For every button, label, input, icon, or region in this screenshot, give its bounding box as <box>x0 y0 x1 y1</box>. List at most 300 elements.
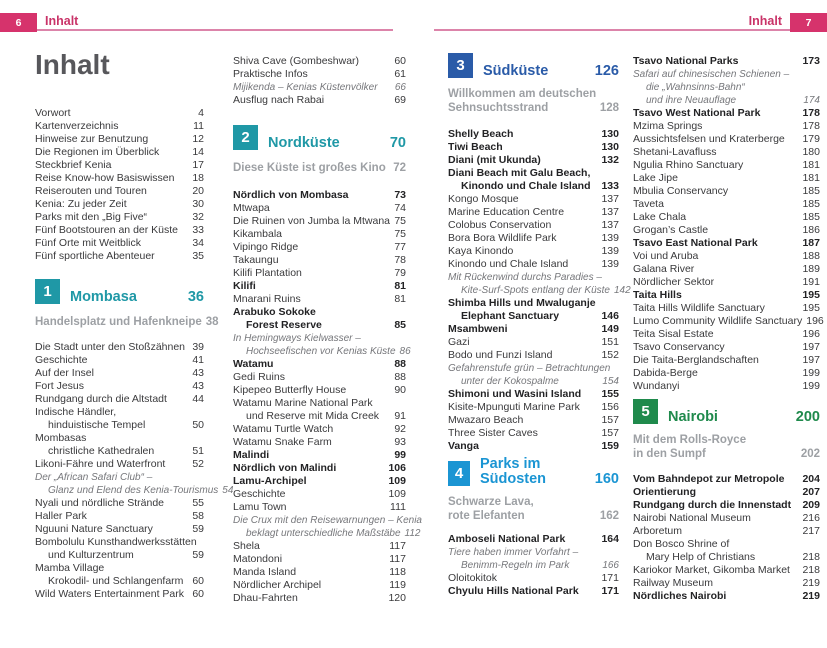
toc-entry-title: Fünf Bootstouren an der Küste <box>35 224 179 236</box>
section-title: Parks im Südosten <box>479 456 547 487</box>
toc-entry-title: Vanga <box>448 440 479 452</box>
toc-entry <box>448 193 619 206</box>
toc-entry-page-number: 119 <box>389 579 406 591</box>
toc-entry-page-number: 32 <box>192 211 204 223</box>
toc-entry-page-number: 196 <box>802 328 820 340</box>
toc-entry-title: Takaungu <box>233 254 279 266</box>
section-page-number: 126 <box>594 62 619 79</box>
toc-entry-page-number: 99 <box>394 449 406 461</box>
toc-entry <box>448 245 619 258</box>
toc-entry-title: Hinweise zur Benutzung <box>35 133 149 145</box>
toc-entry-page-number: 139 <box>601 258 619 270</box>
spacer <box>448 79 619 87</box>
toc-entry <box>233 332 406 345</box>
toc-entry-title: Taveta <box>633 198 664 210</box>
spacer <box>35 263 204 279</box>
toc-entry-title: Shela <box>233 540 260 552</box>
toc-entry-title: Chyulu Hills National Park <box>448 585 579 597</box>
toc-entry <box>233 293 406 306</box>
toc-entry-title: Shiva Cave (Gombeshwar) <box>233 55 360 67</box>
toc-entry-page-number: 86 <box>399 346 411 357</box>
toc-entry-page-number: 60 <box>192 575 204 587</box>
toc-entry <box>633 211 820 224</box>
toc-entry-title: Praktische Infos <box>233 68 308 80</box>
toc-entry <box>233 462 406 475</box>
toc-entry-title: Arboretum <box>633 525 683 537</box>
toc-entry-title: Grogan’s Castle <box>633 224 709 236</box>
toc-entry <box>35 536 204 549</box>
toc-entry <box>35 107 204 120</box>
toc-entry <box>233 566 406 579</box>
toc-entry <box>35 471 204 484</box>
toc-column-right-page-1 <box>448 53 631 598</box>
toc-entry <box>233 384 406 397</box>
toc-entry-page-number: 133 <box>601 180 619 192</box>
toc-entry-title: und Kulturzentrum <box>48 549 134 561</box>
toc-entry-page-number: 218 <box>802 564 820 576</box>
toc-entry-title: Nairobi National Museum <box>633 512 751 524</box>
toc-entry-title: Der „African Safari Club“ – <box>35 472 153 483</box>
toc-entry-title: Bora Bora Wildlife Park <box>448 232 557 244</box>
toc-entry <box>233 306 406 319</box>
toc-entry-page-number: 142 <box>613 285 631 296</box>
toc-entry-page-number: 58 <box>192 510 204 522</box>
toc-entry <box>448 533 619 546</box>
toc-entry-title: In Hemingways Kielwasser – <box>233 333 361 344</box>
spacer <box>233 107 406 125</box>
toc-entry-title: Lamu-Archipel <box>233 475 307 487</box>
toc-entry-page-number: 120 <box>388 592 406 604</box>
toc-entry-title: Watamu Marine National Park <box>233 397 373 409</box>
toc-entry-page-number: 178 <box>802 120 820 132</box>
toc-entry-page-number: 171 <box>601 572 619 584</box>
toc-entry-title: Tsavo National Parks <box>633 55 739 67</box>
toc-entry-page-number: 199 <box>802 380 820 392</box>
toc-entry-page-number: 78 <box>394 254 406 266</box>
toc-entry-title: Mwazaro Beach <box>448 414 524 426</box>
toc-entry-page-number: 93 <box>394 436 406 448</box>
toc-entry <box>448 336 619 349</box>
toc-entry <box>633 146 820 159</box>
toc-entry <box>633 81 820 94</box>
section-title: Mombasa <box>70 288 137 305</box>
toc-entry-title: Nördlicher Sektor <box>633 276 715 288</box>
toc-entry <box>233 241 406 254</box>
toc-entry <box>35 159 204 172</box>
toc-entry <box>633 499 820 512</box>
toc-entry-page-number: 4 <box>198 107 204 119</box>
toc-entry <box>233 488 406 501</box>
toc-entry-page-number: 217 <box>802 525 820 537</box>
toc-entry-title: Wild Waters Entertainment Park <box>35 588 184 600</box>
toc-entry <box>35 497 204 510</box>
toc-column-left-page-2 <box>233 55 422 605</box>
subtitle-line <box>448 101 619 115</box>
toc-entry <box>633 133 820 146</box>
toc-entry-title: Dhau-Fahrten <box>233 592 298 604</box>
toc-entry <box>448 323 619 336</box>
toc-entry <box>448 388 619 401</box>
subtitle-text: Schwarze Lava, <box>448 496 534 508</box>
toc-entry-page-number: 38 <box>205 316 219 328</box>
toc-entry-page-number: 69 <box>394 94 406 106</box>
toc-entry <box>233 540 406 553</box>
toc-entry-page-number: 156 <box>601 401 619 413</box>
spacer <box>35 305 204 315</box>
toc-entry <box>233 371 406 384</box>
section-number-badge: 4 <box>448 461 470 486</box>
toc-entry-title: Voi und Aruba <box>633 250 699 262</box>
section-header <box>633 399 820 425</box>
toc-entry <box>35 549 204 562</box>
toc-entry-page-number: 60 <box>394 55 406 67</box>
toc-entry-title: Lake Chala <box>633 211 687 223</box>
toc-entry-page-number: 171 <box>601 585 619 597</box>
toc-entry-page-number: 18 <box>192 172 204 184</box>
toc-entry-title: Taita Hills Wildlife Sanctuary <box>633 302 765 314</box>
toc-entry-title: Indische Händler, <box>35 406 117 418</box>
toc-entry-title: Geschichte <box>35 354 88 366</box>
spacer <box>633 425 820 433</box>
toc-entry <box>233 81 406 94</box>
toc-entry <box>633 367 820 380</box>
toc-entry-page-number: 81 <box>394 293 406 305</box>
section-header <box>448 53 619 79</box>
toc-entry <box>233 475 406 488</box>
toc-entry <box>233 358 406 371</box>
toc-entry-title: Nördliches Nairobi <box>633 590 727 602</box>
toc-entry <box>633 159 820 172</box>
toc-entry-title: Rundgang durch die Altstadt <box>35 393 167 405</box>
toc-entry-page-number: 66 <box>394 82 406 93</box>
section-number-badge: 2 <box>233 125 258 150</box>
toc-entry <box>448 559 619 572</box>
toc-entry-page-number: 185 <box>802 198 820 210</box>
toc-entry <box>233 579 406 592</box>
toc-entry-title: Matondoni <box>233 553 283 565</box>
toc-entry-title: Ausflug nach Rabai <box>233 94 325 106</box>
toc-entry-title: Hochseefischen vor Kenias Küste <box>246 346 396 357</box>
section-title: Nairobi <box>668 408 718 425</box>
toc-entry-page-number: 181 <box>802 172 820 184</box>
toc-entry-title: Dabida-Berge <box>633 367 698 379</box>
toc-entry <box>633 328 820 341</box>
toc-entry <box>633 263 820 276</box>
toc-entry-page-number: 181 <box>802 159 820 171</box>
header-rule-left <box>37 29 393 31</box>
section-header <box>233 125 406 151</box>
toc-entry <box>233 228 406 241</box>
toc-entry <box>233 501 406 514</box>
toc-entry-page-number: 174 <box>803 95 820 106</box>
subtitle-text: Mit dem Rolls-Royce <box>633 434 747 446</box>
subtitle-line <box>448 509 619 523</box>
toc-entry <box>35 185 204 198</box>
toc-entry <box>633 120 820 133</box>
toc-entry-title: Reise Know-how Basiswissen <box>35 172 175 184</box>
toc-entry-title: Malindi <box>233 449 270 461</box>
toc-entry-title: und Reserve mit Mida Creek <box>246 410 380 422</box>
toc-entry <box>35 172 204 185</box>
toc-entry <box>448 206 619 219</box>
toc-entry <box>633 525 820 538</box>
toc-entry <box>633 276 820 289</box>
toc-entry-page-number: 159 <box>601 440 619 452</box>
toc-entry-title: Geschichte <box>233 488 286 500</box>
toc-entry-page-number: 146 <box>601 310 619 322</box>
subtitle-text: Sehnsuchtsstrand <box>448 102 549 114</box>
toc-entry <box>233 449 406 462</box>
toc-entry <box>633 107 820 120</box>
toc-entry-page-number: 30 <box>192 198 204 210</box>
section-page-number: 70 <box>389 134 406 151</box>
toc-entry-title: Glanz und Elend des Kenia-Tourismus <box>48 485 219 496</box>
toc-entry-title: Vipingo Ridge <box>233 241 299 253</box>
toc-entry <box>448 284 631 297</box>
spacer <box>448 487 619 495</box>
toc-entry <box>35 575 204 588</box>
toc-entry <box>35 458 204 471</box>
toc-entry-title: Nördlich von Mombasa <box>233 189 349 201</box>
toc-entry <box>233 215 406 228</box>
toc-entry-page-number: 12 <box>192 133 204 145</box>
toc-entry-page-number: 43 <box>192 380 204 392</box>
toc-entry-page-number: 61 <box>394 68 406 80</box>
toc-entry <box>35 406 204 419</box>
toc-entry-page-number: 52 <box>192 458 204 470</box>
toc-entry-page-number: 73 <box>394 189 406 201</box>
toc-entry <box>633 315 824 328</box>
section-number-badge: 3 <box>448 53 473 78</box>
toc-entry-page-number: 11 <box>193 120 204 132</box>
running-header-right: Inhalt <box>748 14 782 28</box>
toc-entry-title: Mombasas <box>35 432 87 444</box>
toc-entry-title: Haller Park <box>35 510 87 522</box>
toc-entry <box>448 258 619 271</box>
toc-entry <box>448 232 619 245</box>
spacer <box>448 115 619 128</box>
toc-entry-title: Nördlicher Archipel <box>233 579 322 591</box>
toc-entry-title: Nguuni Nature Sanctuary <box>35 523 153 535</box>
toc-entry <box>233 319 406 332</box>
toc-entry-page-number: 90 <box>394 384 406 396</box>
toc-entry <box>448 375 619 388</box>
toc-entry <box>633 512 820 525</box>
section-page-number: 160 <box>594 470 619 487</box>
toc-entry-page-number: 43 <box>192 367 204 379</box>
toc-entry <box>448 128 619 141</box>
toc-entry-title: Three Sister Caves <box>448 427 538 439</box>
toc-entry <box>633 224 820 237</box>
section-title: Südküste <box>483 62 549 79</box>
toc-entry-title: Die Ruinen von Jumba la Mtwana <box>233 215 390 227</box>
toc-entry-title: Kikambala <box>233 228 283 240</box>
toc-entry-title: Lake Jipe <box>633 172 678 184</box>
toc-entry-title: unter der Kokospalme <box>461 376 559 387</box>
toc-entry-page-number: 44 <box>192 393 204 405</box>
toc-entry-title: Shelly Beach <box>448 128 514 140</box>
toc-entry <box>448 349 619 362</box>
toc-entry-title: Gedi Ruins <box>233 371 285 383</box>
toc-entry <box>233 345 411 358</box>
toc-entry <box>233 55 406 68</box>
toc-entry-page-number: 196 <box>806 315 824 327</box>
section-page-number: 36 <box>187 288 204 305</box>
toc-entry-page-number: 188 <box>802 250 820 262</box>
section-number-badge: 5 <box>633 399 658 424</box>
toc-entry <box>233 280 406 293</box>
toc-entry <box>35 393 204 406</box>
spacer <box>35 329 204 341</box>
toc-entry-title: Vorwort <box>35 107 71 119</box>
toc-entry <box>35 510 204 523</box>
toc-entry-page-number: 117 <box>389 553 406 565</box>
toc-entry-page-number: 35 <box>192 250 204 262</box>
toc-entry-title: Fünf sportliche Abenteuer <box>35 250 155 262</box>
toc-entry-title: Wundanyi <box>633 380 680 392</box>
toc-entry-page-number: 164 <box>601 533 619 545</box>
toc-entry-page-number: 20 <box>192 185 204 197</box>
toc-entry <box>233 423 406 436</box>
toc-entry-page-number: 179 <box>802 133 820 145</box>
toc-entry-page-number: 60 <box>192 588 204 600</box>
toc-entry <box>633 68 820 81</box>
toc-entry-title: Mamba Village <box>35 562 105 574</box>
toc-entry-page-number: 197 <box>802 341 820 353</box>
toc-entry-page-number: 59 <box>192 549 204 561</box>
toc-entry <box>35 419 204 432</box>
toc-entry-page-number: 117 <box>389 540 406 552</box>
toc-entry-page-number: 34 <box>192 237 204 249</box>
toc-entry-page-number: 166 <box>602 560 619 571</box>
spacer <box>233 151 406 161</box>
toc-entry-page-number: 185 <box>802 185 820 197</box>
toc-entry-page-number: 137 <box>601 219 619 231</box>
spacer <box>233 175 406 189</box>
toc-entry-title: Kaya Kinondo <box>448 245 514 257</box>
toc-entry-page-number: 59 <box>192 523 204 535</box>
toc-entry <box>633 354 820 367</box>
toc-entry-page-number: 149 <box>601 323 619 335</box>
toc-entry-page-number: 187 <box>802 237 820 249</box>
section-header <box>35 279 204 305</box>
toc-entry <box>35 341 204 354</box>
toc-entry <box>35 562 204 575</box>
toc-entry-title: Vom Bahndepot zur Metropole <box>633 473 785 485</box>
toc-entry <box>448 141 619 154</box>
toc-entry <box>448 154 619 167</box>
toc-entry <box>233 527 421 540</box>
toc-entry-title: Mijikenda – Kenias Küstenvölker <box>233 82 378 93</box>
toc-entry-page-number: 195 <box>802 289 820 301</box>
toc-entry <box>233 410 406 423</box>
toc-entry-page-number: 139 <box>601 232 619 244</box>
toc-entry-page-number: 191 <box>802 276 820 288</box>
toc-entry-title: Taita Hills <box>633 289 682 301</box>
page-number-badge-left: 6 <box>0 13 37 32</box>
toc-entry <box>233 94 406 107</box>
toc-entry <box>633 577 820 590</box>
toc-entry-title: Kinondo und Chale Island <box>461 180 591 192</box>
toc-entry-title: Aussichtsfelsen und Kraterberge <box>633 133 785 145</box>
toc-entry-page-number: 92 <box>394 423 406 435</box>
toc-entry-title: Arabuko Sokoke <box>233 306 316 318</box>
toc-entry-title: Kilifi <box>233 280 256 292</box>
toc-entry-title: Krokodil- und Schlangenfarm <box>48 575 184 587</box>
toc-entry-page-number: 77 <box>394 241 406 253</box>
toc-entry <box>233 68 406 81</box>
toc-entry <box>448 219 619 232</box>
spacer <box>448 523 619 533</box>
toc-entry <box>633 341 820 354</box>
toc-entry-page-number: 207 <box>802 486 820 498</box>
toc-entry <box>35 588 204 601</box>
toc-entry <box>633 486 820 499</box>
toc-entry <box>35 133 204 146</box>
toc-entry <box>35 354 204 367</box>
subtitle-text: Willkommen am deutschen <box>448 88 597 100</box>
toc-entry-page-number: 157 <box>601 414 619 426</box>
subtitle-text: Handelsplatz und Hafenkneipe <box>35 316 202 328</box>
toc-entry-title: Shetani-Lavafluss <box>633 146 717 158</box>
subtitle-text: Diese Küste ist großes Kino <box>233 162 386 174</box>
toc-entry-title: Parks mit den „Big Five“ <box>35 211 148 223</box>
toc-entry-title: hinduistische Tempel <box>48 419 146 431</box>
toc-entry-page-number: 199 <box>802 367 820 379</box>
toc-entry <box>448 414 619 427</box>
toc-entry-page-number: 109 <box>388 488 406 500</box>
toc-entry-page-number: 216 <box>802 512 820 524</box>
toc-entry <box>448 271 619 284</box>
toc-entry <box>633 94 820 107</box>
toc-entry <box>448 585 619 598</box>
toc-entry-title: Teita Sisal Estate <box>633 328 714 340</box>
toc-entry <box>35 367 204 380</box>
toc-entry <box>35 237 204 250</box>
running-header-left: Inhalt <box>45 14 79 28</box>
toc-entry-title: Rundgang durch die Innenstadt <box>633 499 792 511</box>
toc-entry-page-number: 157 <box>601 427 619 439</box>
toc-entry-page-number: 178 <box>802 107 820 119</box>
toc-entry <box>448 427 619 440</box>
toc-entry-page-number: 173 <box>802 55 820 67</box>
toc-entry-title: Oloitokitok <box>448 572 498 584</box>
toc-entry <box>233 254 406 267</box>
toc-entry-page-number: 139 <box>601 245 619 257</box>
toc-entry-page-number: 88 <box>394 358 406 370</box>
toc-entry-page-number: 128 <box>599 102 619 114</box>
toc-entry-title: Watamu Turtle Watch <box>233 423 334 435</box>
toc-entry-title: Elephant Sanctuary <box>461 310 560 322</box>
toc-entry-title: christliche Kathedralen <box>48 445 155 457</box>
toc-entry-title: und ihre Neuauflage <box>646 95 737 106</box>
toc-entry-title: Die Regionen im Überblick <box>35 146 160 158</box>
toc-entry-title: Die Stadt unter den Stoßzähnen <box>35 341 186 353</box>
toc-entry-page-number: 130 <box>601 141 619 153</box>
toc-entry <box>633 250 820 263</box>
toc-entry-page-number: 14 <box>192 146 204 158</box>
toc-entry-title: Bombolulu Kunsthandwerksstätten <box>35 536 197 548</box>
toc-entry-title: Die Taita-Berglandschaften <box>633 354 759 366</box>
toc-entry-title: Benimm-Regeln im Park <box>461 560 570 571</box>
section-header <box>448 456 619 487</box>
spacer <box>633 461 820 473</box>
toc-entry-title: Bodo und Funzi Island <box>448 349 553 361</box>
toc-entry-page-number: 152 <box>601 349 619 361</box>
section-title: Nordküste <box>268 134 340 151</box>
toc-entry-page-number: 72 <box>393 162 406 174</box>
toc-entry-page-number: 112 <box>404 528 421 539</box>
